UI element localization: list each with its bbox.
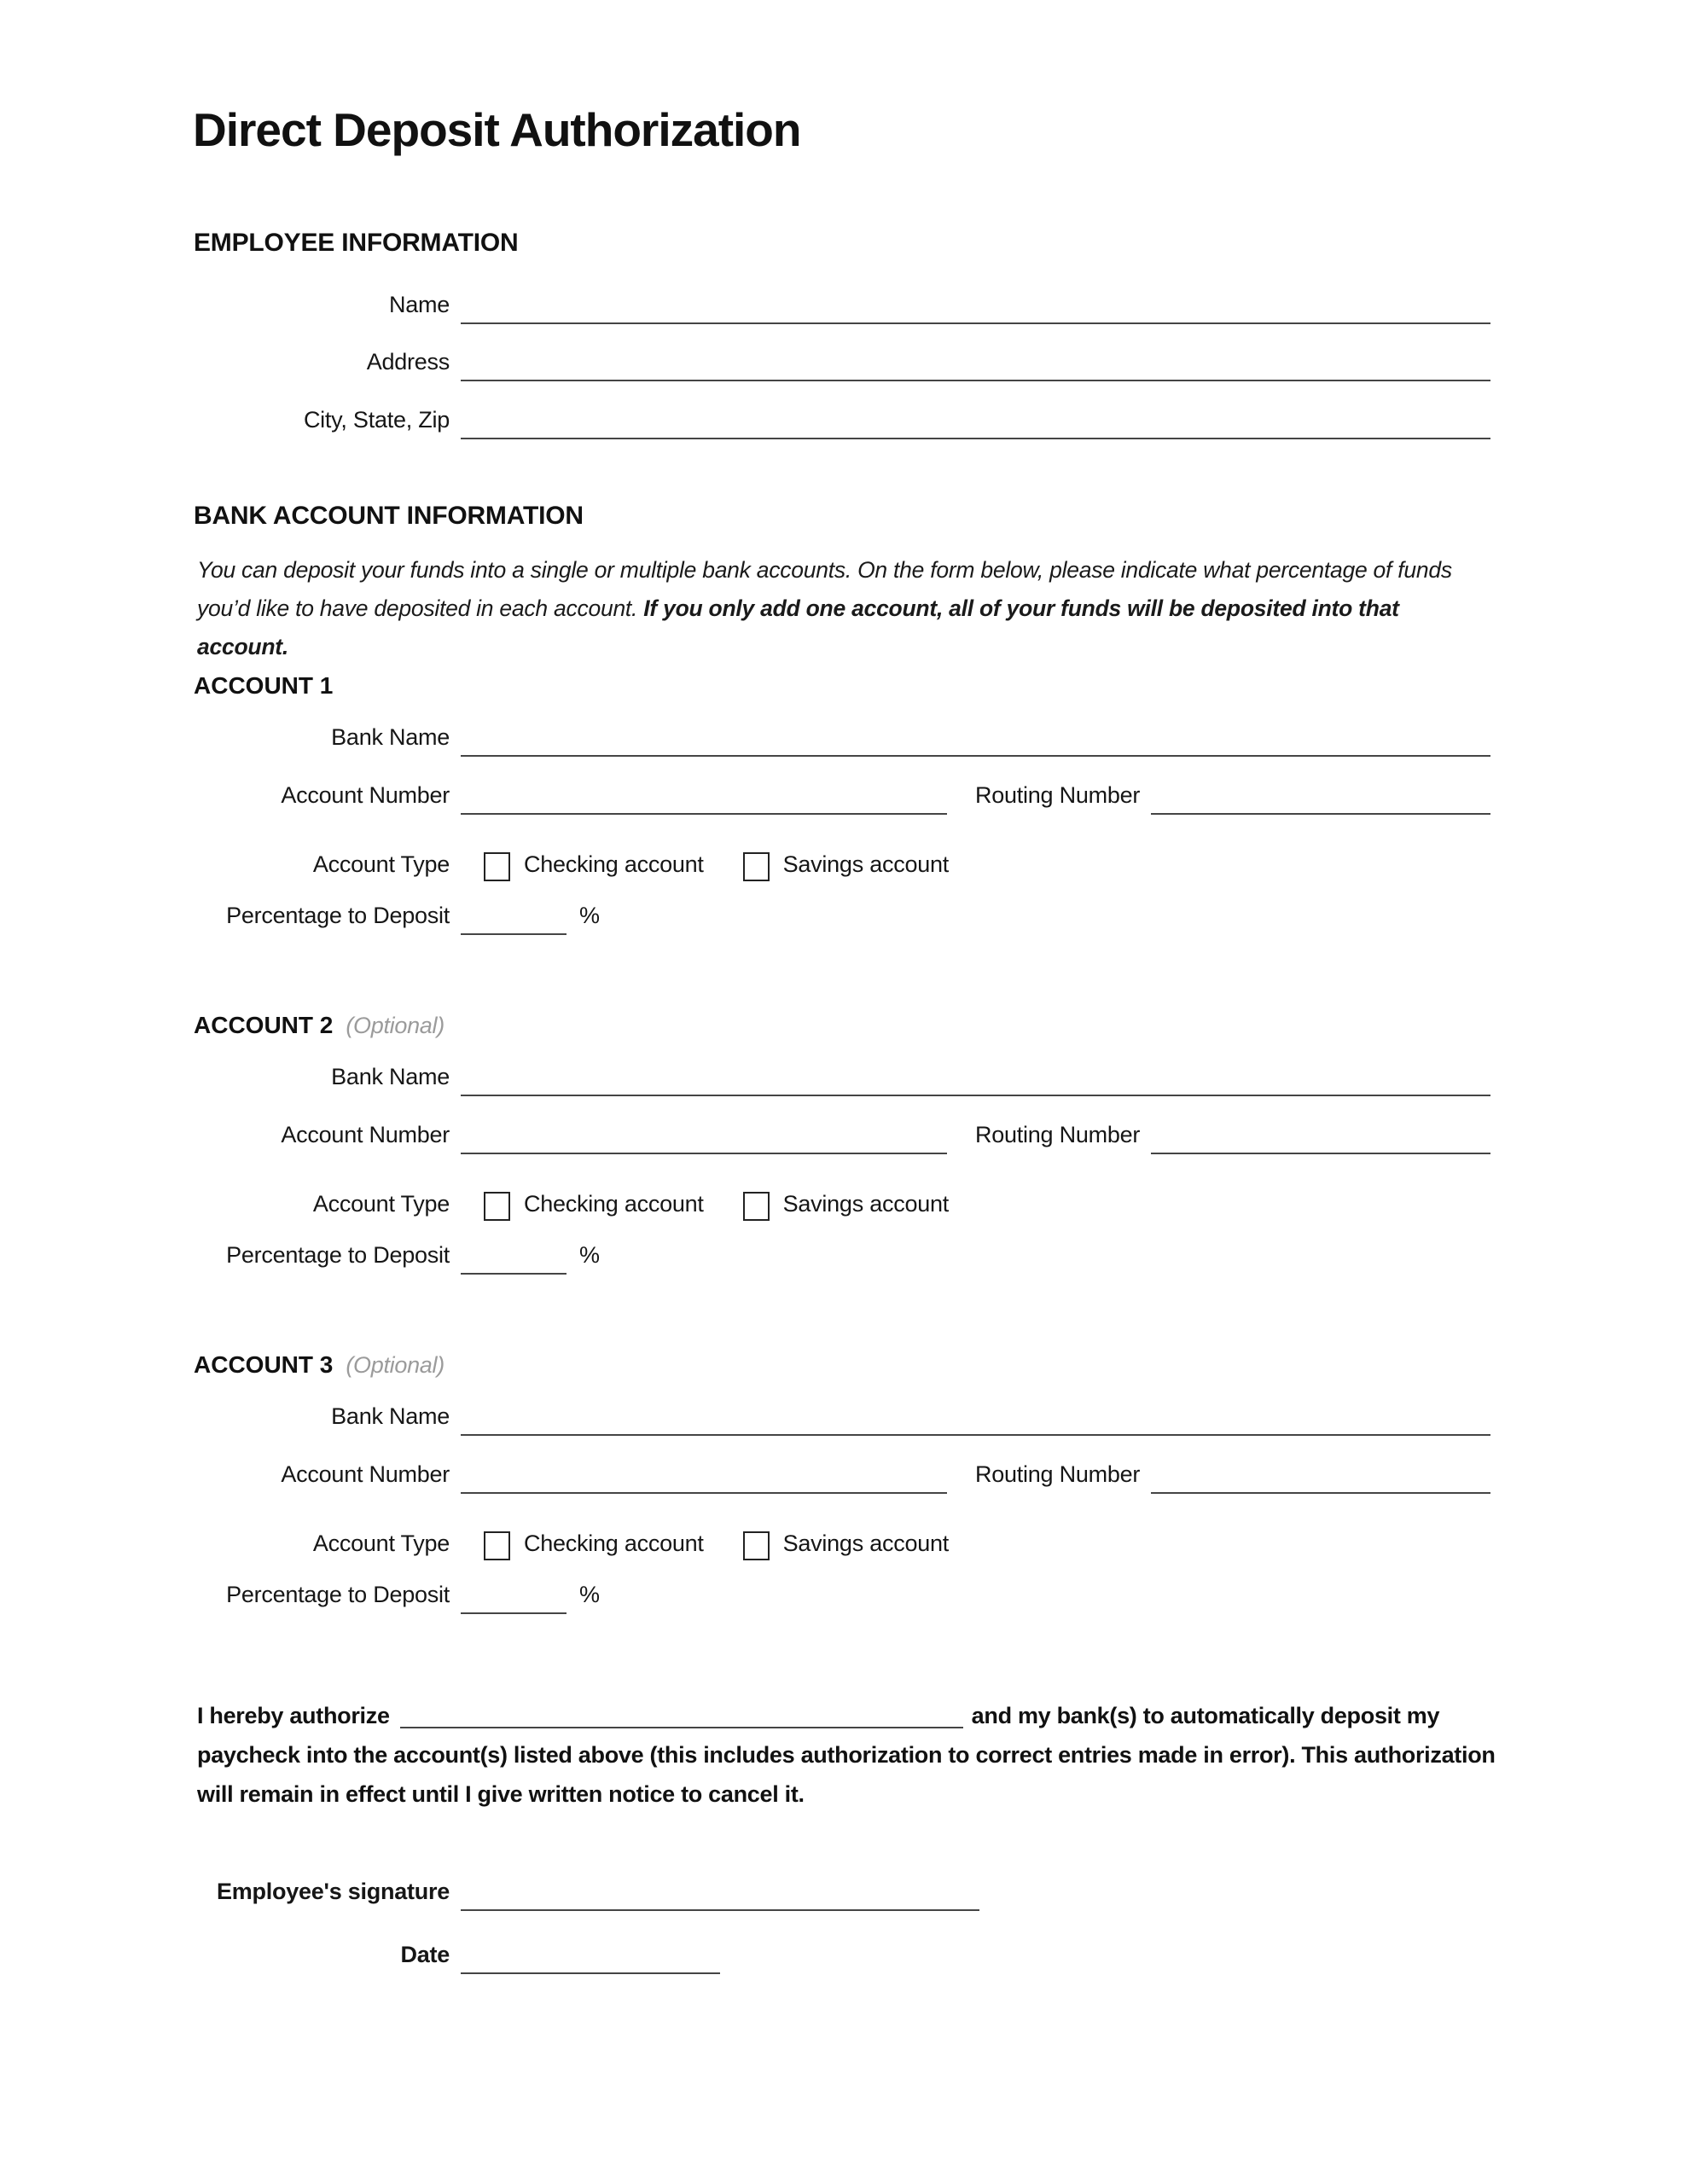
account1-heading-text: ACCOUNT 1 [194, 672, 334, 699]
account3-percentage-label: Percentage to Deposit [226, 1582, 450, 1607]
account3-account-number-label: Account Number [281, 1461, 450, 1487]
account1-numbers-row [194, 781, 1490, 815]
account3-bank-name-input-line[interactable] [461, 1402, 1490, 1436]
account1-percentage-label: Percentage to Deposit [226, 903, 450, 928]
account3-routing-number-input-line[interactable] [1151, 1460, 1490, 1494]
date-row [194, 1940, 1490, 1974]
intro-regular-text: You can deposit your funds into a single or multiple bank accounts. On the form below, please indicate what percentage of funds you’d like to have deposited in each account. [197, 557, 1452, 621]
account2-percentage-label: Percentage to Deposit [226, 1242, 450, 1268]
account3-account-number-input-line[interactable] [461, 1460, 947, 1494]
account1-percentage-row [194, 901, 1490, 935]
employee-signature-row [194, 1877, 1490, 1911]
account3-routing-number-label: Routing Number [975, 1461, 1141, 1487]
account2-heading [194, 1012, 444, 1039]
account3-percentage-row [194, 1580, 1490, 1614]
account2-routing-number-input-line[interactable] [1151, 1120, 1490, 1154]
account3-bank-name-row [194, 1402, 1490, 1436]
account2-percentage-input-line[interactable] [461, 1240, 567, 1275]
employee-signature-input-line[interactable] [461, 1877, 979, 1911]
account3-heading-text: ACCOUNT 3 [194, 1351, 334, 1378]
account1-account-number-label: Account Number [281, 782, 450, 808]
account2-account-type-label: Account Type [312, 1191, 450, 1217]
address-input-line[interactable] [461, 347, 1490, 381]
account2-savings-checkbox[interactable] [743, 1192, 770, 1221]
authorization-part1: I hereby authorize [197, 1703, 390, 1728]
account2-account-number-label: Account Number [281, 1122, 450, 1147]
account3-checking-checkbox[interactable] [484, 1531, 510, 1560]
page-title: Direct Deposit Authorization [193, 103, 801, 156]
account1-bank-name-row [194, 723, 1490, 757]
account1-routing-number-label: Routing Number [975, 782, 1141, 808]
account3-percentage-input-line[interactable] [461, 1580, 567, 1614]
account1-bank-name-label: Bank Name [331, 724, 450, 750]
account2-heading-text: ACCOUNT 2 [194, 1012, 334, 1038]
account1-account-type-label: Account Type [312, 851, 450, 877]
account3-savings-label: Savings account [782, 1531, 950, 1556]
account3-bank-name-label: Bank Name [331, 1403, 450, 1429]
bank-account-intro [197, 551, 1496, 666]
account2-savings-label: Savings account [782, 1191, 950, 1217]
account3-optional-tag: (Optional) [346, 1352, 444, 1378]
authorized-party-input-line[interactable] [400, 1703, 963, 1728]
account2-optional-tag: (Optional) [346, 1013, 444, 1038]
account2-bank-name-row [194, 1062, 1490, 1096]
employee-signature-label: Employee's signature [216, 1879, 450, 1904]
account1-savings-label: Savings account [782, 851, 950, 877]
account1-account-type-row [194, 850, 1490, 884]
account1-checking-checkbox[interactable] [484, 852, 510, 881]
account3-checking-label: Checking account [524, 1531, 704, 1556]
address-label: Address [366, 349, 450, 375]
account1-routing-number-input-line[interactable] [1151, 781, 1490, 815]
account2-numbers-row [194, 1120, 1490, 1154]
date-input-line[interactable] [461, 1940, 720, 1974]
city-state-zip-input-line[interactable] [461, 405, 1490, 439]
intro-bold-text: If you only add one account, all of your funds will be deposited into that account. [197, 595, 1399, 659]
date-label: Date [400, 1942, 450, 1967]
account2-account-number-input-line[interactable] [461, 1120, 947, 1154]
bank-account-information-heading: BANK ACCOUNT INFORMATION [194, 502, 584, 530]
city-state-zip-label: City, State, Zip [303, 407, 450, 433]
account2-percentage-row [194, 1240, 1490, 1275]
account1-bank-name-input-line[interactable] [461, 723, 1490, 757]
account1-checking-label: Checking account [524, 851, 704, 877]
account3-numbers-row [194, 1460, 1490, 1494]
account2-checking-checkbox[interactable] [484, 1192, 510, 1221]
account2-checking-label: Checking account [524, 1191, 704, 1217]
authorization-paragraph [197, 1696, 1511, 1814]
account3-account-type-label: Account Type [312, 1531, 450, 1556]
account2-routing-number-label: Routing Number [975, 1122, 1141, 1147]
account2-account-type-row [194, 1189, 1490, 1223]
name-label: Name [388, 292, 450, 317]
address-row [194, 347, 1490, 381]
account2-bank-name-label: Bank Name [331, 1064, 450, 1089]
account1-heading [194, 672, 333, 700]
name-row [194, 290, 1490, 324]
account1-percentage-input-line[interactable] [461, 901, 567, 935]
account3-savings-checkbox[interactable] [743, 1531, 770, 1560]
account3-account-type-row [194, 1529, 1490, 1563]
account1-account-number-input-line[interactable] [461, 781, 947, 815]
city-state-zip-row [194, 405, 1490, 439]
account3-heading [194, 1351, 444, 1379]
account2-percent-sign: % [579, 1242, 600, 1268]
account1-savings-checkbox[interactable] [743, 852, 770, 881]
authorization-part2: and my bank(s) to automatically deposit my paycheck into the account(s) listed above (this includes authorization to correct entries made in error). This authorization will remain in effect until I give written notice to cancel it. [197, 1703, 1496, 1807]
employee-information-heading: EMPLOYEE INFORMATION [194, 229, 519, 257]
account3-percent-sign: % [579, 1582, 600, 1607]
name-input-line[interactable] [461, 290, 1490, 324]
account1-percent-sign: % [579, 903, 600, 928]
account2-bank-name-input-line[interactable] [461, 1062, 1490, 1096]
